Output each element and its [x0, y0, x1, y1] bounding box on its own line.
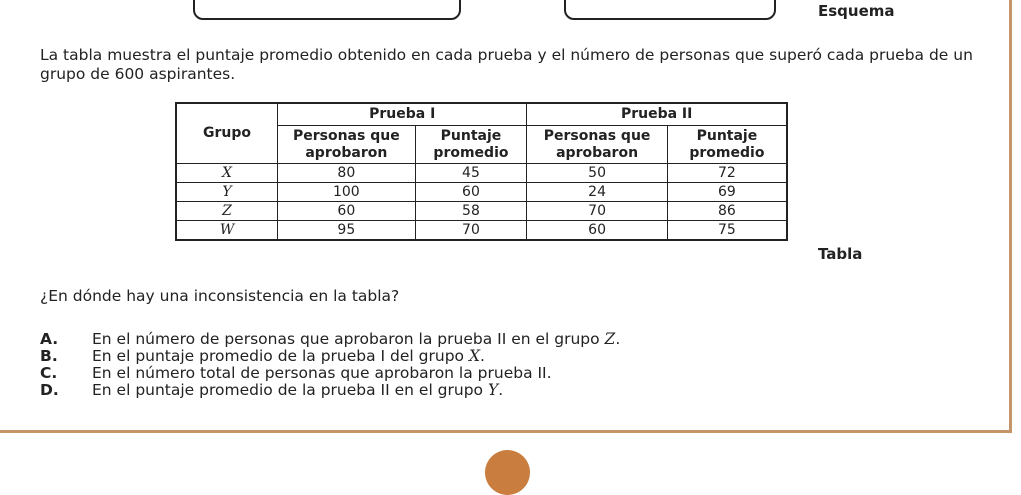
option-text: En el número de personas que aprobaron la prueba II en el grupo Z.: [92, 330, 621, 348]
option-letter: C.: [40, 364, 58, 382]
diagram-box-left: [193, 0, 461, 20]
test2-passed-cell: 24: [527, 183, 668, 202]
table-row: [176, 164, 787, 183]
table-row: [176, 202, 787, 221]
test1-average-cell: 70: [415, 221, 527, 241]
scores-table: [175, 102, 788, 241]
diagram-box-right: [564, 0, 776, 20]
option-b[interactable]: [40, 348, 620, 365]
group-cell: Z: [176, 202, 278, 221]
option-letter: A.: [40, 330, 59, 348]
group-cell: X: [176, 164, 278, 183]
test2-average-cell: 75: [667, 221, 787, 241]
test1-average-header: Puntaje promedio: [415, 126, 527, 164]
test1-average-cell: 45: [415, 164, 527, 183]
option-text: En el puntaje promedio de la prueba II en el grupo Y.: [92, 381, 504, 399]
test1-passed-cell: 95: [278, 221, 416, 241]
test2-header: Prueba II: [527, 103, 787, 126]
option-text: En el puntaje promedio de la prueba I del grupo X.: [92, 347, 485, 365]
test2-passed-header: Personas que aprobaron: [527, 126, 668, 164]
group-header: Grupo: [176, 103, 278, 164]
option-a[interactable]: [40, 331, 620, 348]
intro-text: La tabla muestra el puntaje promedio obtenido en cada prueba y el número de personas que superó cada prueba de un grupo de 600 aspirantes.: [40, 46, 973, 83]
answer-options: [40, 331, 620, 399]
test2-average-header: Puntaje promedio: [667, 126, 787, 164]
option-letter: B.: [40, 347, 58, 365]
test1-header: Prueba I: [278, 103, 527, 126]
diagram-caption: Esquema: [818, 2, 895, 20]
table-row: [176, 183, 787, 202]
table-caption: Tabla: [818, 245, 863, 263]
test2-average-cell: 69: [667, 183, 787, 202]
test2-passed-cell: 60: [527, 221, 668, 241]
test2-passed-cell: 50: [527, 164, 668, 183]
page-number-dot: [485, 450, 530, 495]
test1-average-cell: 58: [415, 202, 527, 221]
test2-average-cell: 72: [667, 164, 787, 183]
option-c[interactable]: [40, 365, 620, 382]
test1-passed-header: Personas que aprobaron: [278, 126, 416, 164]
test1-passed-cell: 100: [278, 183, 416, 202]
option-letter: D.: [40, 381, 59, 399]
table-row: [176, 221, 787, 241]
test1-average-cell: 60: [415, 183, 527, 202]
test1-passed-cell: 60: [278, 202, 416, 221]
group-cell: W: [176, 221, 278, 241]
test1-passed-cell: 80: [278, 164, 416, 183]
question-text: ¿En dónde hay una inconsistencia en la tabla?: [40, 287, 400, 305]
test2-average-cell: 86: [667, 202, 787, 221]
group-cell: Y: [176, 183, 278, 202]
option-d[interactable]: [40, 382, 620, 399]
test2-passed-cell: 70: [527, 202, 668, 221]
option-text: En el número total de personas que aprobaron la prueba II.: [92, 364, 552, 382]
